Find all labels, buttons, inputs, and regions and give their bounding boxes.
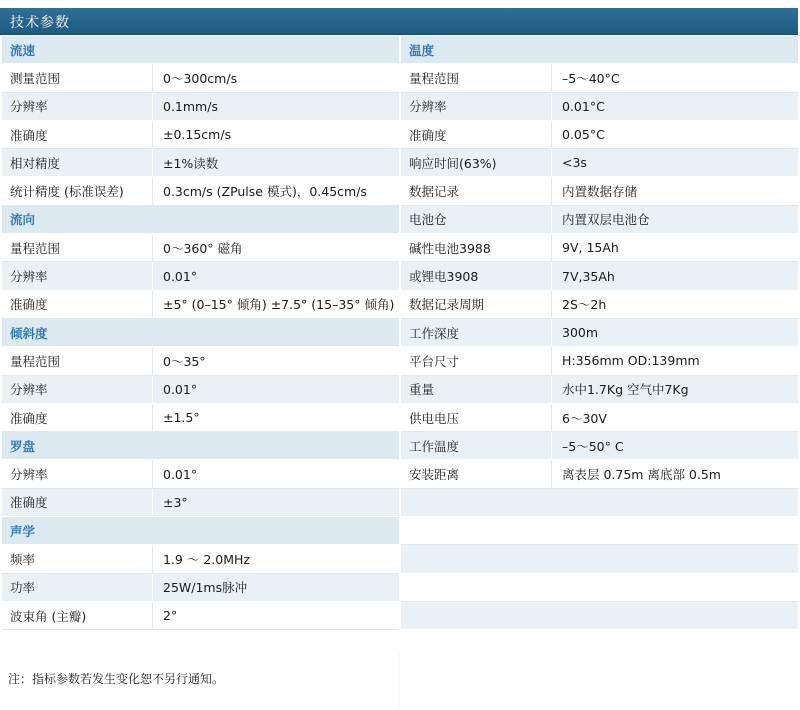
- spec-row: [2, 93, 399, 121]
- spec-value: 2°: [152, 602, 399, 629]
- spec-value: <3s: [551, 149, 798, 176]
- spec-value: 2S～2h: [551, 291, 798, 318]
- spec-label: 工作深度: [409, 325, 460, 341]
- spec-row: [401, 460, 798, 488]
- spec-value: 0.3cm/s (ZPulse 模式)，0.45cm/s: [152, 177, 399, 204]
- spec-group-header: 罗盘: [2, 432, 399, 460]
- spec-value: 0～360° 磁角: [152, 234, 399, 261]
- spec-row: [2, 602, 399, 630]
- spec-label: 分辨率: [10, 382, 48, 398]
- spec-group-header: 倾斜度: [2, 319, 399, 347]
- spec-label: 工作温度: [409, 438, 460, 454]
- spec-value: 0.01°: [152, 376, 399, 403]
- footer-divider: [399, 651, 400, 706]
- spec-label: 准确度: [10, 297, 48, 313]
- spec-row: [2, 64, 399, 92]
- spec-row: [401, 347, 798, 375]
- spec-row: [401, 121, 798, 149]
- spec-label: 分辨率: [10, 467, 48, 483]
- spec-row: [2, 121, 399, 149]
- spec-label: 频率: [10, 551, 36, 567]
- spec-row-empty: [401, 602, 798, 630]
- spec-label: 准确度: [10, 127, 48, 143]
- spec-label: 准确度: [10, 410, 48, 426]
- spec-row: [401, 93, 798, 121]
- spec-label: 碱性电池3988: [409, 240, 491, 256]
- spec-row: [401, 234, 798, 262]
- spec-label: 量程范围: [409, 70, 460, 86]
- spec-row: [2, 234, 399, 262]
- spec-column-left: [2, 36, 399, 630]
- spec-group-header: 流速: [2, 36, 399, 64]
- spec-value: 内置数据存储: [551, 177, 798, 204]
- spec-label: 相对精度: [10, 155, 61, 171]
- spec-label: 平台尺寸: [409, 353, 460, 369]
- spec-row: [2, 489, 399, 517]
- spec-value: 0.1mm/s: [152, 93, 399, 120]
- spec-value: ±0.15cm/s: [152, 121, 399, 148]
- spec-value: 离表层 0.75m 离底部 0.5m: [551, 460, 798, 487]
- spec-row: [2, 262, 399, 290]
- footnote: 注：指标参数若发生变化恕不另行通知。: [8, 672, 225, 686]
- spec-row-empty: [401, 574, 798, 602]
- spec-row-empty: [401, 517, 798, 545]
- spec-value: 0.05°C: [551, 121, 798, 148]
- spec-label: 分辨率: [10, 99, 48, 115]
- spec-group-header: 温度: [401, 36, 798, 64]
- spec-row: [401, 319, 798, 347]
- spec-value: ±3°: [152, 489, 399, 516]
- spec-value: –5～50° C: [551, 432, 798, 459]
- spec-value: ±1%读数: [152, 149, 399, 176]
- spec-value: H:356mm OD:139mm: [551, 347, 798, 374]
- spec-value: 1.9 ～ 2.0MHz: [152, 545, 399, 572]
- spec-value: ±1.5°: [152, 404, 399, 431]
- spec-value: 6～30V: [551, 404, 798, 431]
- spec-value: 300m: [551, 319, 798, 346]
- spec-row: [401, 64, 798, 92]
- spec-label: 准确度: [10, 495, 48, 511]
- spec-label: 重量: [409, 382, 435, 398]
- spec-label: 分辨率: [409, 99, 447, 115]
- spec-row: [2, 149, 399, 177]
- spec-label: 准确度: [409, 127, 447, 143]
- spec-value: 7V,35Ah: [551, 262, 798, 289]
- spec-label: 波束角 (主瓣): [10, 608, 87, 624]
- spec-label: 量程范围: [10, 240, 61, 256]
- spec-label: 量程范围: [10, 353, 61, 369]
- spec-row: [401, 376, 798, 404]
- spec-row: [2, 347, 399, 375]
- spec-row: [401, 262, 798, 290]
- spec-group-header: 流向: [2, 206, 399, 234]
- spec-label: 电池仓: [409, 212, 447, 228]
- spec-row: [2, 376, 399, 404]
- spec-label: 功率: [10, 580, 36, 596]
- spec-value: –5～40°C: [551, 64, 798, 91]
- spec-value: 水中1.7Kg 空气中7Kg: [551, 376, 798, 403]
- spec-value: 0.01°: [152, 262, 399, 289]
- spec-label: 供电电压: [409, 410, 460, 426]
- spec-row: [401, 432, 798, 460]
- section-title-bar: [0, 8, 798, 35]
- spec-label: 分辨率: [10, 269, 48, 285]
- section-title: 技术参数: [10, 15, 70, 31]
- spec-value: 25W/1ms脉冲: [152, 574, 399, 601]
- spec-row: [2, 291, 399, 319]
- spec-value: 9V, 15Ah: [551, 234, 798, 261]
- spec-value: 0～35°: [152, 347, 399, 374]
- spec-row: [2, 460, 399, 488]
- spec-column-right: [401, 36, 798, 630]
- spec-value: ±5° (0–15° 倾角) ±7.5° (15–35° 倾角): [152, 291, 399, 318]
- spec-row-empty: [401, 545, 798, 573]
- spec-row: [401, 291, 798, 319]
- spec-label: 响应时间(63%): [409, 155, 497, 171]
- spec-row: [401, 404, 798, 432]
- spec-row: [2, 404, 399, 432]
- spec-value: 0.01°: [152, 460, 399, 487]
- spec-value: 0.01°C: [551, 93, 798, 120]
- spec-row: [2, 177, 399, 205]
- spec-row: [401, 177, 798, 205]
- spec-row-empty: [401, 489, 798, 517]
- spec-row: [2, 545, 399, 573]
- spec-label: 测量范围: [10, 70, 61, 86]
- spec-row: [401, 206, 798, 234]
- spec-row: [401, 149, 798, 177]
- spec-label: 安装距离: [409, 467, 460, 483]
- spec-value: 内置双层电池仓: [551, 206, 798, 233]
- spec-label: 数据记录: [409, 184, 460, 200]
- spec-label: 统计精度 (标准误差): [10, 184, 124, 200]
- spec-row: [2, 574, 399, 602]
- spec-value: 0～300cm/s: [152, 64, 399, 91]
- spec-label: 数据记录周期: [409, 297, 485, 313]
- spec-label: 或锂电3908: [409, 269, 479, 285]
- spec-group-header: 声学: [2, 517, 399, 545]
